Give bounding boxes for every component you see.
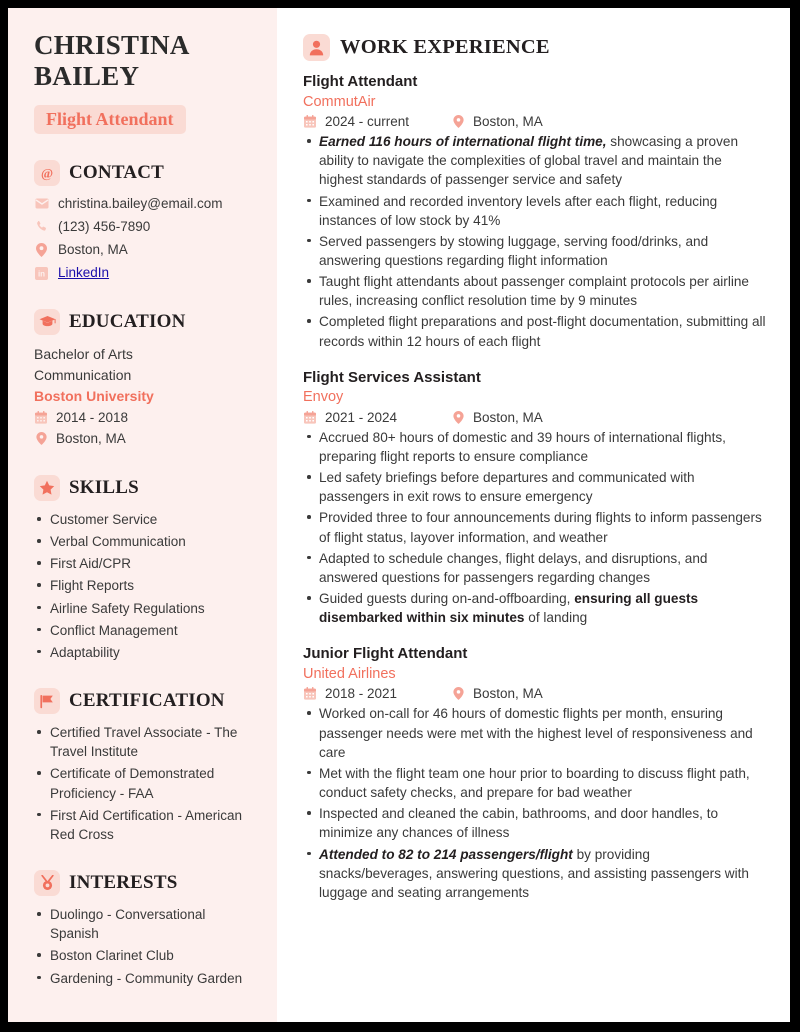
contact-location	[34, 241, 257, 259]
interests-heading-label: INTERESTS	[69, 872, 178, 894]
graduation-cap-icon	[34, 309, 60, 335]
job-company: United Airlines	[303, 665, 396, 682]
contact-email[interactable]	[34, 195, 257, 213]
job-dates-label: 2021 - 2024	[325, 409, 398, 425]
location-pin-icon	[451, 115, 465, 128]
contact-email-label: christina.bailey@email.com	[58, 195, 223, 211]
contact-heading-label: CONTACT	[69, 161, 164, 183]
resume-page	[8, 8, 790, 1022]
contact-phone-label: (123) 456-7890	[58, 218, 151, 234]
svg-text:in: in	[37, 269, 46, 279]
list-item: Completed flight preparations and post-flight documentation, submitting all records within 12 hours of each flight	[303, 312, 766, 350]
education-section	[34, 309, 257, 450]
job-title: Flight Attendant	[303, 73, 418, 90]
education-heading	[34, 309, 257, 335]
list-item: Verbal Communication	[34, 532, 257, 551]
main-content	[277, 8, 790, 1022]
skills-list	[34, 510, 257, 662]
job-meta	[303, 686, 766, 701]
list-item: Guided guests during on-and-offboarding, ensuring all guests disembarked within six minutes of landing	[303, 589, 766, 627]
list-item: Accrued 80+ hours of domestic and 39 hours of international flights, preparing flight reports to ensure compliance	[303, 428, 766, 466]
flag-icon	[34, 688, 60, 714]
list-item: Served passengers by stowing luggage, serving food/drinks, and answering questions regarding flight information	[303, 232, 766, 270]
location-pin-icon	[451, 687, 465, 700]
certification-section	[34, 688, 257, 844]
list-item: Conflict Management	[34, 621, 257, 640]
calendar-icon	[303, 115, 317, 128]
education-dates	[34, 408, 257, 428]
calendar-icon	[303, 687, 317, 700]
list-item: Airline Safety Regulations	[34, 599, 257, 618]
certification-list	[34, 723, 257, 844]
job-dates	[303, 686, 451, 701]
location-pin-icon	[451, 411, 465, 424]
list-item: Certificate of Demonstrated Proficiency - FAA	[34, 764, 257, 802]
envelope-icon	[34, 198, 49, 209]
person-icon	[303, 34, 330, 61]
education-field: Communication	[34, 366, 132, 383]
education-location-label: Boston, MA	[56, 430, 126, 446]
certification-heading-label: CERTIFICATION	[69, 690, 225, 712]
job-dates	[303, 114, 451, 129]
contact-linkedin-link[interactable]: LinkedIn	[58, 265, 110, 281]
contact-section	[34, 160, 257, 283]
job-location-label: Boston, MA	[473, 686, 543, 702]
list-item: Customer Service	[34, 510, 257, 529]
sidebar	[8, 8, 277, 1022]
certification-heading	[34, 688, 257, 714]
list-item: Worked on-call for 46 hours of domestic flights per month, ensuring passenger needs were met with the highest level of responsiveness and care	[303, 704, 766, 761]
list-item: First Aid/CPR	[34, 554, 257, 573]
skills-section	[34, 475, 257, 662]
job-company: Envoy	[303, 389, 344, 406]
calendar-icon	[303, 411, 317, 424]
medal-icon	[34, 870, 60, 896]
education-degree: Bachelor of Arts	[34, 345, 133, 362]
contact-phone[interactable]	[34, 218, 257, 236]
interests-list	[34, 905, 257, 988]
calendar-icon	[34, 411, 48, 424]
page-title: CHRISTINA BAILEY	[34, 30, 189, 92]
list-item: Adaptability	[34, 643, 257, 662]
list-item: Adapted to schedule changes, flight delays, and disruptions, and answered questions for passengers regarding changes	[303, 549, 766, 587]
phone-icon	[34, 220, 49, 233]
interests-section	[34, 870, 257, 988]
job-location	[451, 114, 543, 129]
job-bullets	[303, 428, 766, 628]
contact-linkedin[interactable]	[34, 264, 257, 282]
job-entry	[303, 368, 766, 628]
job-meta	[303, 410, 766, 425]
list-item: Provided three to four announcements during flights to inform passengers of flight status, layover information, and weather	[303, 508, 766, 546]
education-location	[34, 429, 257, 449]
list-item: Attended to 82 to 214 passengers/flight by providing snacks/beverages, answering questions, and assisting passengers with luggage and seating arrangements	[303, 845, 766, 902]
list-item: First Aid Certification - American Red Cross	[34, 806, 257, 844]
job-bullets	[303, 132, 766, 351]
list-item: Taught flight attendants about passenger complaint protocols per airline rules, increasing conflict resolution time by 9 minutes	[303, 272, 766, 310]
list-item: Gardening - Community Garden	[34, 969, 257, 988]
job-title: Flight Services Assistant	[303, 368, 481, 386]
job-title-badge: Flight Attendant	[34, 105, 186, 134]
list-item: Certified Travel Associate - The Travel Institute	[34, 723, 257, 761]
skills-heading	[34, 475, 257, 501]
list-item: Led safety briefings before departures and communicated with passengers in exit rows to ensure emergency	[303, 468, 766, 506]
location-pin-icon	[34, 243, 49, 257]
job-dates-label: 2024 - current	[325, 114, 410, 130]
skills-heading-label: SKILLS	[69, 477, 139, 498]
work-experience-heading-label: WORK EXPERIENCE	[340, 36, 550, 58]
job-dates-label: 2018 - 2021	[325, 686, 398, 702]
education-dates-label: 2014 - 2018	[56, 409, 129, 425]
job-meta	[303, 114, 766, 129]
location-pin-icon	[34, 432, 48, 445]
job-location-label: Boston, MA	[473, 114, 543, 130]
list-item: Inspected and cleaned the cabin, bathrooms, and door handles, to minimize any chances of illness	[303, 804, 766, 842]
job-dates	[303, 410, 451, 425]
linkedin-icon	[34, 267, 49, 280]
contact-location-label: Boston, MA	[58, 242, 128, 258]
job-bullets	[303, 704, 766, 902]
star-icon	[34, 475, 60, 501]
education-heading-label: EDUCATION	[69, 310, 186, 332]
education-school: Boston University	[34, 387, 154, 404]
list-item: Duolingo - Conversational Spanish	[34, 905, 257, 943]
job-company: CommutAir	[303, 93, 376, 110]
job-location-label: Boston, MA	[473, 409, 543, 425]
at-sign-icon	[34, 160, 60, 186]
list-item: Boston Clarinet Club	[34, 946, 257, 965]
contact-heading	[34, 160, 257, 186]
list-item: Flight Reports	[34, 576, 257, 595]
svg-text:@: @	[40, 165, 54, 181]
list-item: Met with the flight team one hour prior to boarding to discuss flight path, conduct safety checks, and prepare for bad weather	[303, 764, 766, 802]
job-entry	[303, 72, 766, 351]
job-location	[451, 686, 543, 701]
interests-heading	[34, 870, 257, 896]
job-title: Junior Flight Attendant	[303, 645, 468, 663]
list-item: Examined and recorded inventory levels after each flight, reducing instances of low stock by 41%	[303, 192, 766, 230]
work-experience-heading	[303, 34, 766, 61]
job-location	[451, 410, 543, 425]
job-entry	[303, 644, 766, 902]
list-item: Earned 116 hours of international flight time, showcasing a proven ability to navigate the complexities of global travel and maintain the highest standards of passenger service and safety	[303, 132, 766, 189]
